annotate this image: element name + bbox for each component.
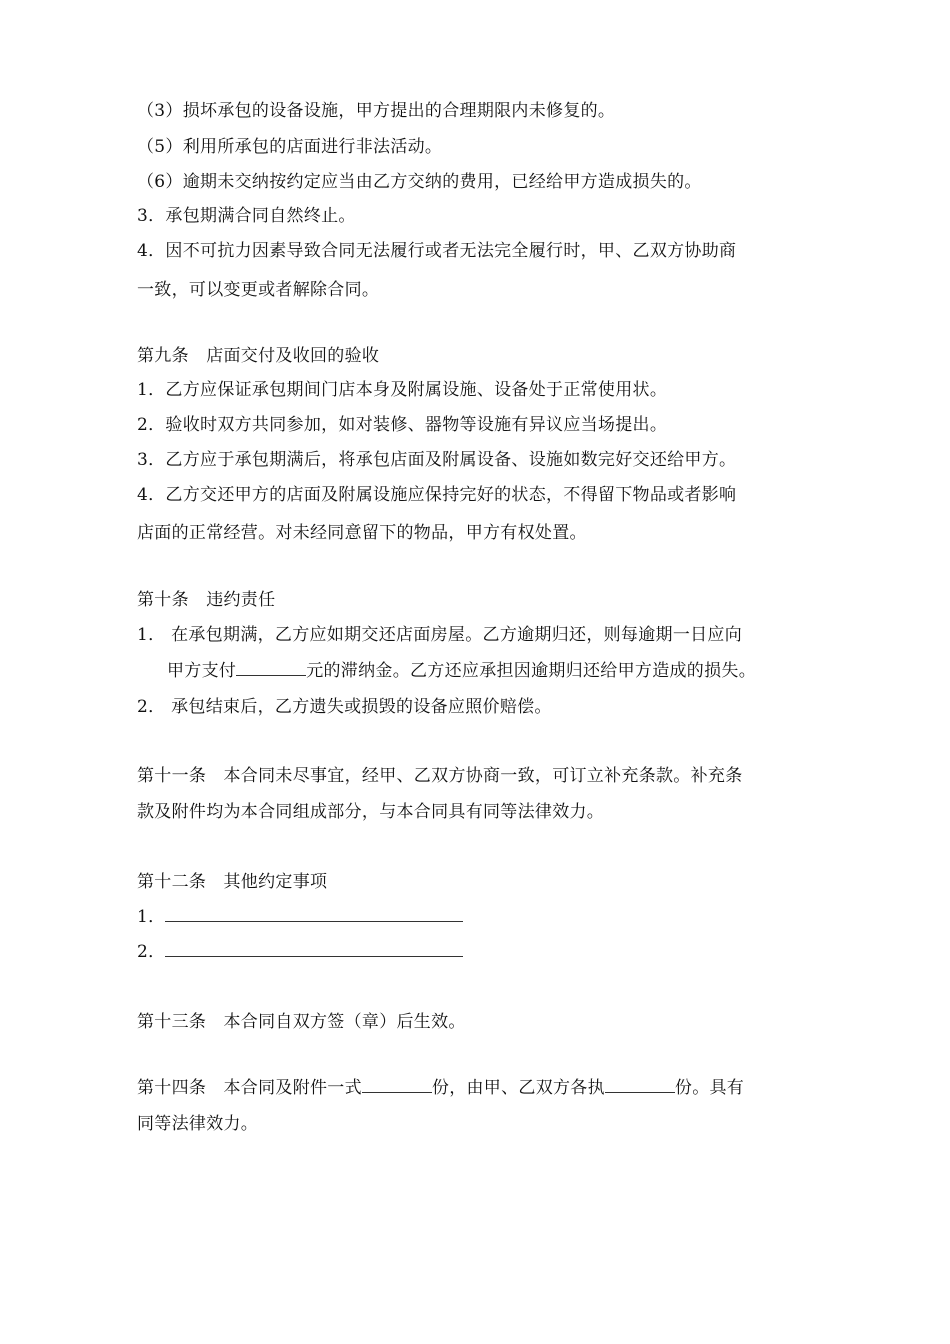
item-2-blank[interactable] (165, 941, 463, 957)
clause-item-3: （3）损坏承包的设备设施，甲方提出的合理期限内未修复的。 (137, 101, 616, 121)
clause-item-5: （5）利用所承包的店面进行非法活动。 (137, 137, 443, 157)
article-13: 第十三条 本合同自双方签（章）后生效。 (137, 1012, 466, 1032)
article-14-line-2: 同等法律效力。 (137, 1114, 259, 1134)
termination-item-4: 4．因不可抗力因素导致合同无法履行或者无法完全履行时，甲、乙双方协助商 (137, 241, 737, 261)
article-9-item-4-cont: 店面的正常经营。对未经同意留下的物品，甲方有权处置。 (137, 523, 587, 543)
termination-item-4-cont: 一致，可以变更或者解除合同。 (137, 280, 380, 300)
article-12-heading: 第十二条 其他约定事项 (137, 872, 328, 892)
article-11-line-1: 第十一条 本合同未尽事宜，经甲、乙双方协商一致，可订立补充条款。补充条 (137, 766, 743, 786)
each-copies-blank[interactable] (605, 1077, 675, 1093)
article-10-item-1: 1． 在承包期满，乙方应如期交还店面房屋。乙方逾期归还，则每逾期一日应向 (137, 625, 743, 645)
article-12-item-2 (137, 941, 463, 963)
article-12-item-1 (137, 906, 463, 928)
article-14-line-1 (137, 1077, 744, 1099)
copies-text-2: 份，由甲、乙双方各执 (431, 1078, 605, 1098)
copies-text-3: 份。具有 (674, 1078, 745, 1098)
late-fee-blank[interactable] (236, 660, 306, 676)
article-9-item-3: 3．乙方应于承包期满后，将承包店面及附属设备、设施如数完好交还给甲方。 (137, 450, 737, 470)
item-1-number: 1． (137, 907, 166, 927)
article-10-item-1-cont (167, 660, 756, 682)
article-9-item-1: 1．乙方应保证承包期间门店本身及附属设施、设备处于正常使用状。 (137, 380, 668, 400)
article-10-heading: 第十条 违约责任 (137, 590, 276, 610)
article-9-item-4: 4．乙方交还甲方的店面及附属设施应保持完好的状态，不得留下物品或者影响 (137, 485, 737, 505)
clause-item-6: （6）逾期未交纳按约定应当由乙方交纳的费用，已经给甲方造成损失的。 (137, 172, 702, 192)
item-2-number: 2． (137, 942, 166, 962)
total-copies-blank[interactable] (362, 1077, 432, 1093)
article-11-line-2: 款及附件均为本合同组成部分，与本合同具有同等法律效力。 (137, 802, 605, 822)
termination-item-3: 3．承包期满合同自然终止。 (137, 206, 356, 226)
late-fee-text: 元的滞纳金。乙方还应承担因逾期归还给甲方造成的损失。 (306, 661, 757, 681)
article-10-item-2: 2． 承包结束后，乙方遗失或损毁的设备应照价赔偿。 (137, 697, 552, 717)
copies-text-1: 第十四条 本合同及附件一式 (137, 1078, 362, 1098)
article-9-heading: 第九条 店面交付及收回的验收 (137, 346, 380, 366)
item-1-blank[interactable] (165, 906, 463, 922)
article-9-item-2: 2．验收时双方共同参加，如对装修、器物等设施有异议应当场提出。 (137, 415, 668, 435)
payment-text: 甲方支付 (167, 661, 237, 681)
